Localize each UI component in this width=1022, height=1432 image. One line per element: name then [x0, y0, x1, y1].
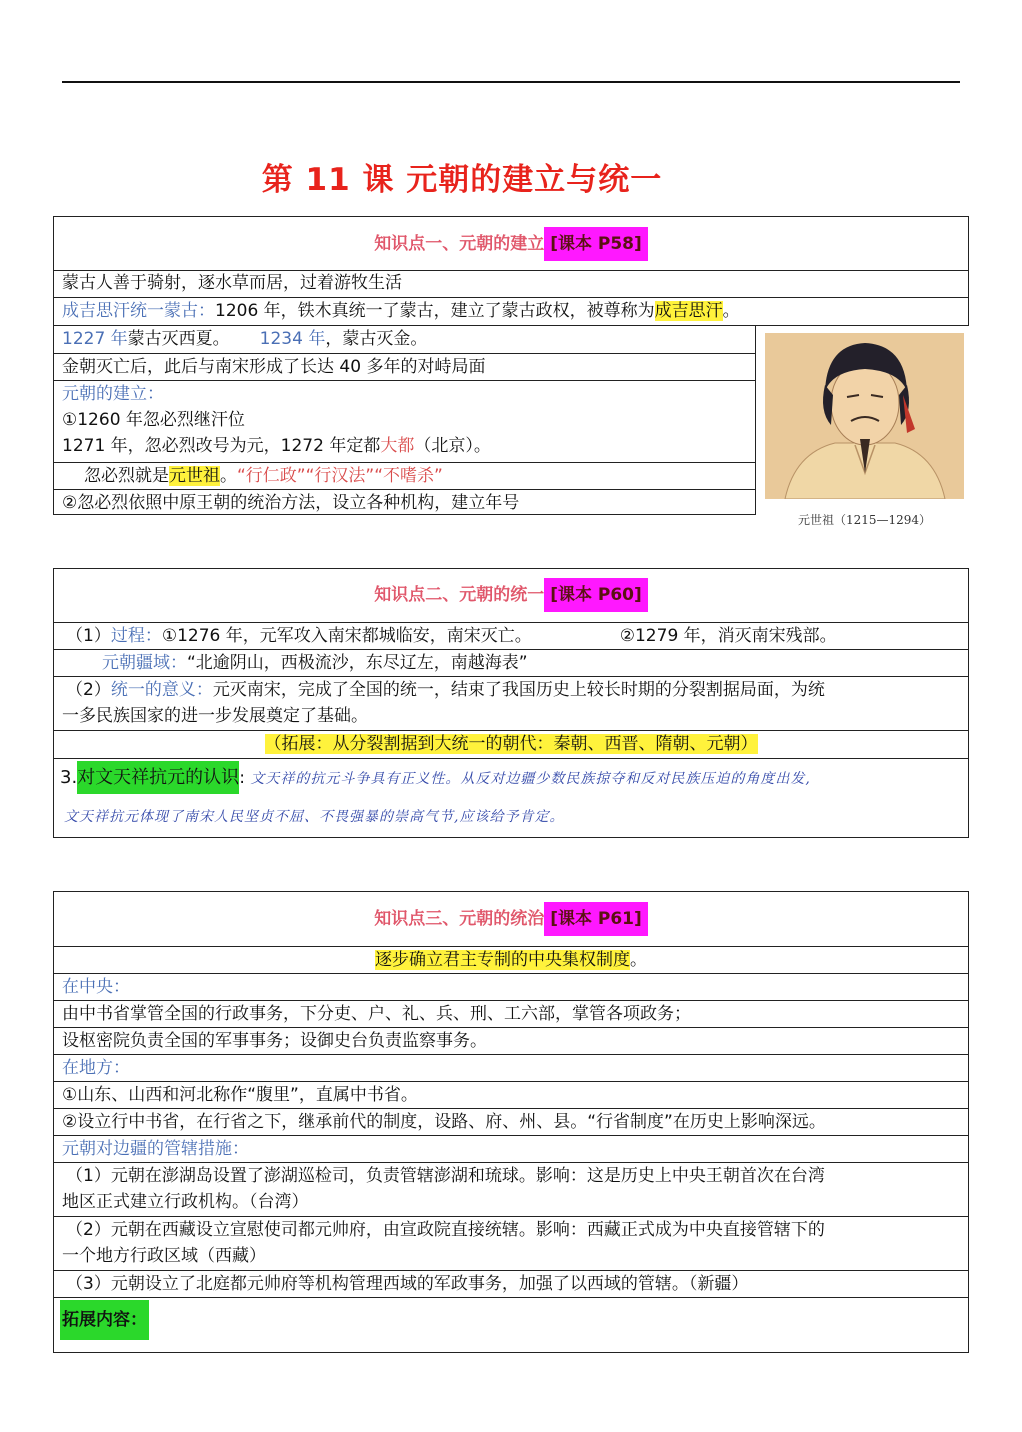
s3-row-local-label: 在地方： [54, 1054, 968, 1081]
s2-row-process [54, 622, 968, 649]
s1-shizu-highlight: 元世祖 [169, 466, 220, 486]
s2-extension-text: （拓展：从分裂割据到大统一的朝代：秦朝、西晋、隋朝、元朝） [264, 734, 758, 754]
s3-row-frontier-label: 元朝对边疆的管辖措施： [54, 1135, 968, 1162]
section-1-header [53, 216, 969, 271]
s1-founding-line2 [62, 433, 755, 459]
s2-wen-num: 3. [60, 767, 78, 788]
s3-taiwan-line2: 地区正式建立行政机构。（台湾） [62, 1192, 309, 1212]
page-title: 第 11 课 元朝的建立与统一 [261, 162, 663, 198]
s1-genghis-label: 成吉思汗统一蒙古： [62, 301, 215, 321]
s1-row-institutions: ②忽必烈依照中原王朝的统治方法，设立各种机构，建立年号 [54, 489, 755, 515]
s3-row-province: ②设立行中书省，在行省之下，继承前代的制度，设路、府、州、县。“行省制度”在历史上影响深远。 [54, 1108, 968, 1135]
s1-founding-label: 元朝的建立： [62, 384, 164, 404]
section-1-title: 知识点一、元朝的建立 [374, 234, 545, 254]
section-1-heading [54, 217, 968, 272]
portrait-caption: 元世祖（1215—1294） [797, 513, 932, 527]
s1-dadu: 大都 [380, 436, 415, 456]
section-1-body-wide [53, 270, 969, 326]
s2-significance-label: 统一的意义： [110, 680, 213, 700]
s3-row-taiwan [54, 1162, 968, 1216]
section-2-tag: [课本 P60] [544, 578, 648, 612]
s3-row-extension [54, 1297, 968, 1353]
s2-process-num: （1） [66, 626, 111, 646]
section-1-body-narrow [53, 325, 756, 515]
s3-extension-label: 拓展内容： [60, 1300, 149, 1340]
s1-genghis-highlight: 成吉思汗 [654, 301, 723, 321]
s2-process-1279: ②1279 年，消灭南宋残部。 [619, 626, 837, 646]
section-2-heading [54, 569, 968, 622]
s3-row-shumi: 设枢密院负责全国的军事事务；设御史台负责监察事务。 [54, 1027, 968, 1054]
s3-row-tibet [54, 1216, 968, 1270]
section-3-heading [54, 892, 968, 946]
s2-significance-num: （2） [66, 680, 111, 700]
s2-significance-line1: 元灭南宋，完成了全国的统一，结束了我国历史上较长时期的分裂割据局面，为统 [212, 680, 825, 700]
s2-wen-colon: : [239, 768, 245, 788]
s1-founding-2c: （北京）。 [414, 436, 491, 456]
s1-year-1227: 1227 年 [62, 329, 128, 349]
s3-tibet-line1: （2）元朝在西藏设立宣慰使司都元帅府，由宣政院直接统辖。影响：西藏正式成为中央直接管辖下的 [66, 1220, 825, 1240]
s1-genghis-end: 。 [722, 301, 740, 321]
s1-genghis-text: 1206 年，铁木真统一了蒙古，建立了蒙古政权，被尊称为 [215, 301, 655, 321]
s2-wen-line1: 文天祥的抗元斗争具有正义性。从反对边疆少数民族掠夺和反对民族压迫的角度出发, [250, 771, 811, 787]
s3-taiwan-line1: （1）元朝在澎湖岛设置了澎湖巡检司，负责管辖澎湖和琉球。影响：这是历史上中央王朝首次在台湾 [66, 1166, 825, 1186]
s2-row-extension [54, 730, 968, 758]
s3-row-centralization [54, 946, 968, 973]
s1-row-standoff: 金朝灭亡后，此后与南宋形成了长达 40 多年的对峙局面 [54, 353, 755, 380]
s3-centralization-end: 。 [630, 950, 647, 970]
s2-territory-text: “北逾阴山，西极流沙，东尽辽左，南越海表” [187, 653, 528, 673]
s3-row-fuli: ①山东、山西和河北称作“腹里”，直属中书省。 [54, 1081, 968, 1108]
s1-row-nomad: 蒙古人善于骑射，逐水草而居，过着游牧生活 [62, 273, 402, 293]
s2-significance-line2: 一多民族国家的进一步发展奠定了基础。 [62, 706, 368, 726]
s2-row-wen-tianxiang [54, 758, 968, 838]
yuan-shizu-portrait [765, 333, 964, 499]
s2-process-label: 过程： [110, 626, 162, 646]
s1-row-conquests [54, 326, 755, 353]
s2-process-1276: ①1276 年，元军攻入南宋都城临安，南宋灭亡。 [161, 626, 532, 646]
section-3 [53, 891, 969, 1353]
s1-year-1234: 1234 年 [259, 329, 326, 349]
section-2 [53, 568, 969, 838]
s1-shizu-a: 忽必烈就是 [84, 466, 169, 486]
s1-founding-2a: 1271 年，忽必烈改号为元，1272 年定都 [62, 436, 381, 456]
s1-founding-line1: ①1260 年忽必烈继汗位 [62, 410, 245, 430]
s2-wen-label: 对文天祥抗元的认识 [77, 761, 239, 794]
section-1-tag: [课本 P58] [544, 227, 648, 261]
s3-row-xinjiang: （3）元朝设立了北庭都元帅府等机构管理西域的军政事务，加强了以西域的管辖。（新疆） [54, 1270, 968, 1297]
s1-xixia: 蒙古灭西夏。 [127, 329, 230, 349]
top-rule [62, 81, 960, 83]
section-2-title: 知识点二、元朝的统一 [374, 585, 545, 605]
s2-wen-line2: 文天祥抗元体现了南宋人民坚贞不屈、不畏强暴的崇高气节,应该给予肯定。 [64, 809, 565, 825]
s2-row-significance [54, 676, 968, 730]
s1-shizu-c: 。 [220, 466, 237, 486]
s3-row-central-label: 在中央： [54, 973, 968, 1000]
s2-row-territory [54, 649, 968, 676]
s1-row-genghis [54, 297, 968, 325]
s1-policies: “行仁政”“行汉法”“不嗜杀” [237, 466, 443, 486]
s3-tibet-line2: 一个地方行政区域（西藏） [62, 1246, 266, 1266]
s2-territory-label: 元朝疆域： [102, 653, 187, 673]
s1-row-founding [54, 380, 755, 462]
s1-jin: ，蒙古灭金。 [325, 329, 428, 349]
s3-centralization-text: 逐步确立君主专制的中央集权制度 [375, 950, 630, 970]
s3-row-zhongshu: 由中书省掌管全国的行政事务，下分吏、户、礼、兵、刑、工六部，掌管各项政务； [54, 1000, 968, 1027]
section-3-title: 知识点三、元朝的统治 [374, 909, 545, 929]
s1-row-shizu [54, 462, 755, 489]
section-3-tag: [课本 P61] [544, 902, 648, 936]
